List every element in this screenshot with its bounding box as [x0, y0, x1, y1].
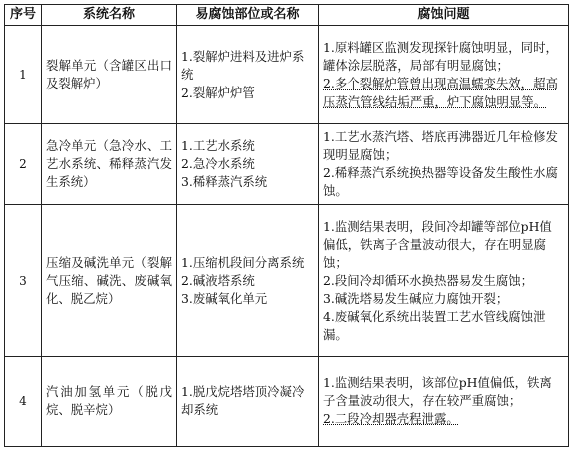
header-location: 易腐蚀部位或名称 [177, 5, 319, 26]
location-cell [177, 124, 319, 205]
row-index: 3 [5, 205, 42, 357]
header-problem: 腐蚀问题 [319, 5, 569, 26]
system-name: 压缩及碱洗单元（裂解气压缩、碱洗、废碱氧化、脱乙烷） [42, 205, 177, 357]
location-item: 2.裂解炉炉管 [181, 84, 255, 100]
row-index: 1 [5, 26, 42, 124]
system-name: 汽油加氢单元（脱戊烷、脱辛烷） [42, 356, 177, 446]
location-item: 3.稀释蒸汽系统 [181, 174, 268, 190]
location-item: 1.工艺水系统 [181, 138, 255, 154]
header-index: 序号 [5, 5, 42, 26]
problem-item: 2.段间冷却循环水换热器易发生腐蚀； [323, 272, 534, 288]
row-index: 4 [5, 356, 42, 446]
location-cell [177, 26, 319, 124]
location-cell [177, 356, 319, 446]
table-row [5, 356, 569, 446]
system-name: 裂解单元（含罐区出口及裂解炉） [42, 26, 177, 124]
location-item: 2.碱液塔系统 [181, 272, 255, 288]
problem-item: 1.监测结果表明，段间冷却罐等部位pH值偏低，铁离子含量波动很大，存在明显腐蚀； [323, 218, 552, 270]
corrosion-table [4, 4, 569, 447]
location-item: 1.裂解炉进料及进炉系统 [181, 48, 305, 82]
table-row [5, 205, 569, 357]
row-index: 2 [5, 124, 42, 205]
table-row [5, 124, 569, 205]
problem-cell [319, 356, 569, 446]
location-item: 2.急冷水系统 [181, 156, 255, 172]
header-system: 系统名称 [42, 5, 177, 26]
problem-item: 1.监测结果表明，该部位pH值偏低，铁离子含量波动很大，存在较严重腐蚀； [323, 375, 552, 409]
system-name: 急冷单元（急冷水、工艺水系统、稀释蒸汽发生系统） [42, 124, 177, 205]
problem-cell [319, 26, 569, 124]
problem-item: 1.原料罐区监测发现探针腐蚀明显，同时，罐体涂层脱落，局部有明显腐蚀； [323, 39, 558, 73]
problem-cell [319, 124, 569, 205]
problem-item: 4.废碱氧化系统出装置工艺水管线腐蚀泄漏。 [323, 308, 546, 342]
location-item: 3.废碱氧化单元 [181, 290, 268, 306]
table-row [5, 26, 569, 124]
header-row [5, 5, 569, 26]
problem-item: 2.多个裂解炉管曾出现高温蠕变失效，超高压蒸汽管线结垢严重，炉下腐蚀明显等。 [323, 75, 558, 109]
problem-item: 1.工艺水蒸汽塔、塔底再沸器近几年检修发现明显腐蚀； [323, 129, 558, 163]
problem-item: 2.二段冷却器壳程泄露。 [323, 411, 459, 427]
location-item: 1.压缩机段间分离系统 [181, 254, 305, 270]
problem-cell [319, 205, 569, 357]
problem-item: 3.碱洗塔易发生碱应力腐蚀开裂； [323, 290, 509, 306]
location-cell [177, 205, 319, 357]
location-item: 1.脱戊烷塔塔顶冷凝冷却系统 [181, 384, 305, 418]
problem-item: 2.稀释蒸汽系统换热器等设备发生酸性水腐蚀。 [323, 165, 558, 199]
